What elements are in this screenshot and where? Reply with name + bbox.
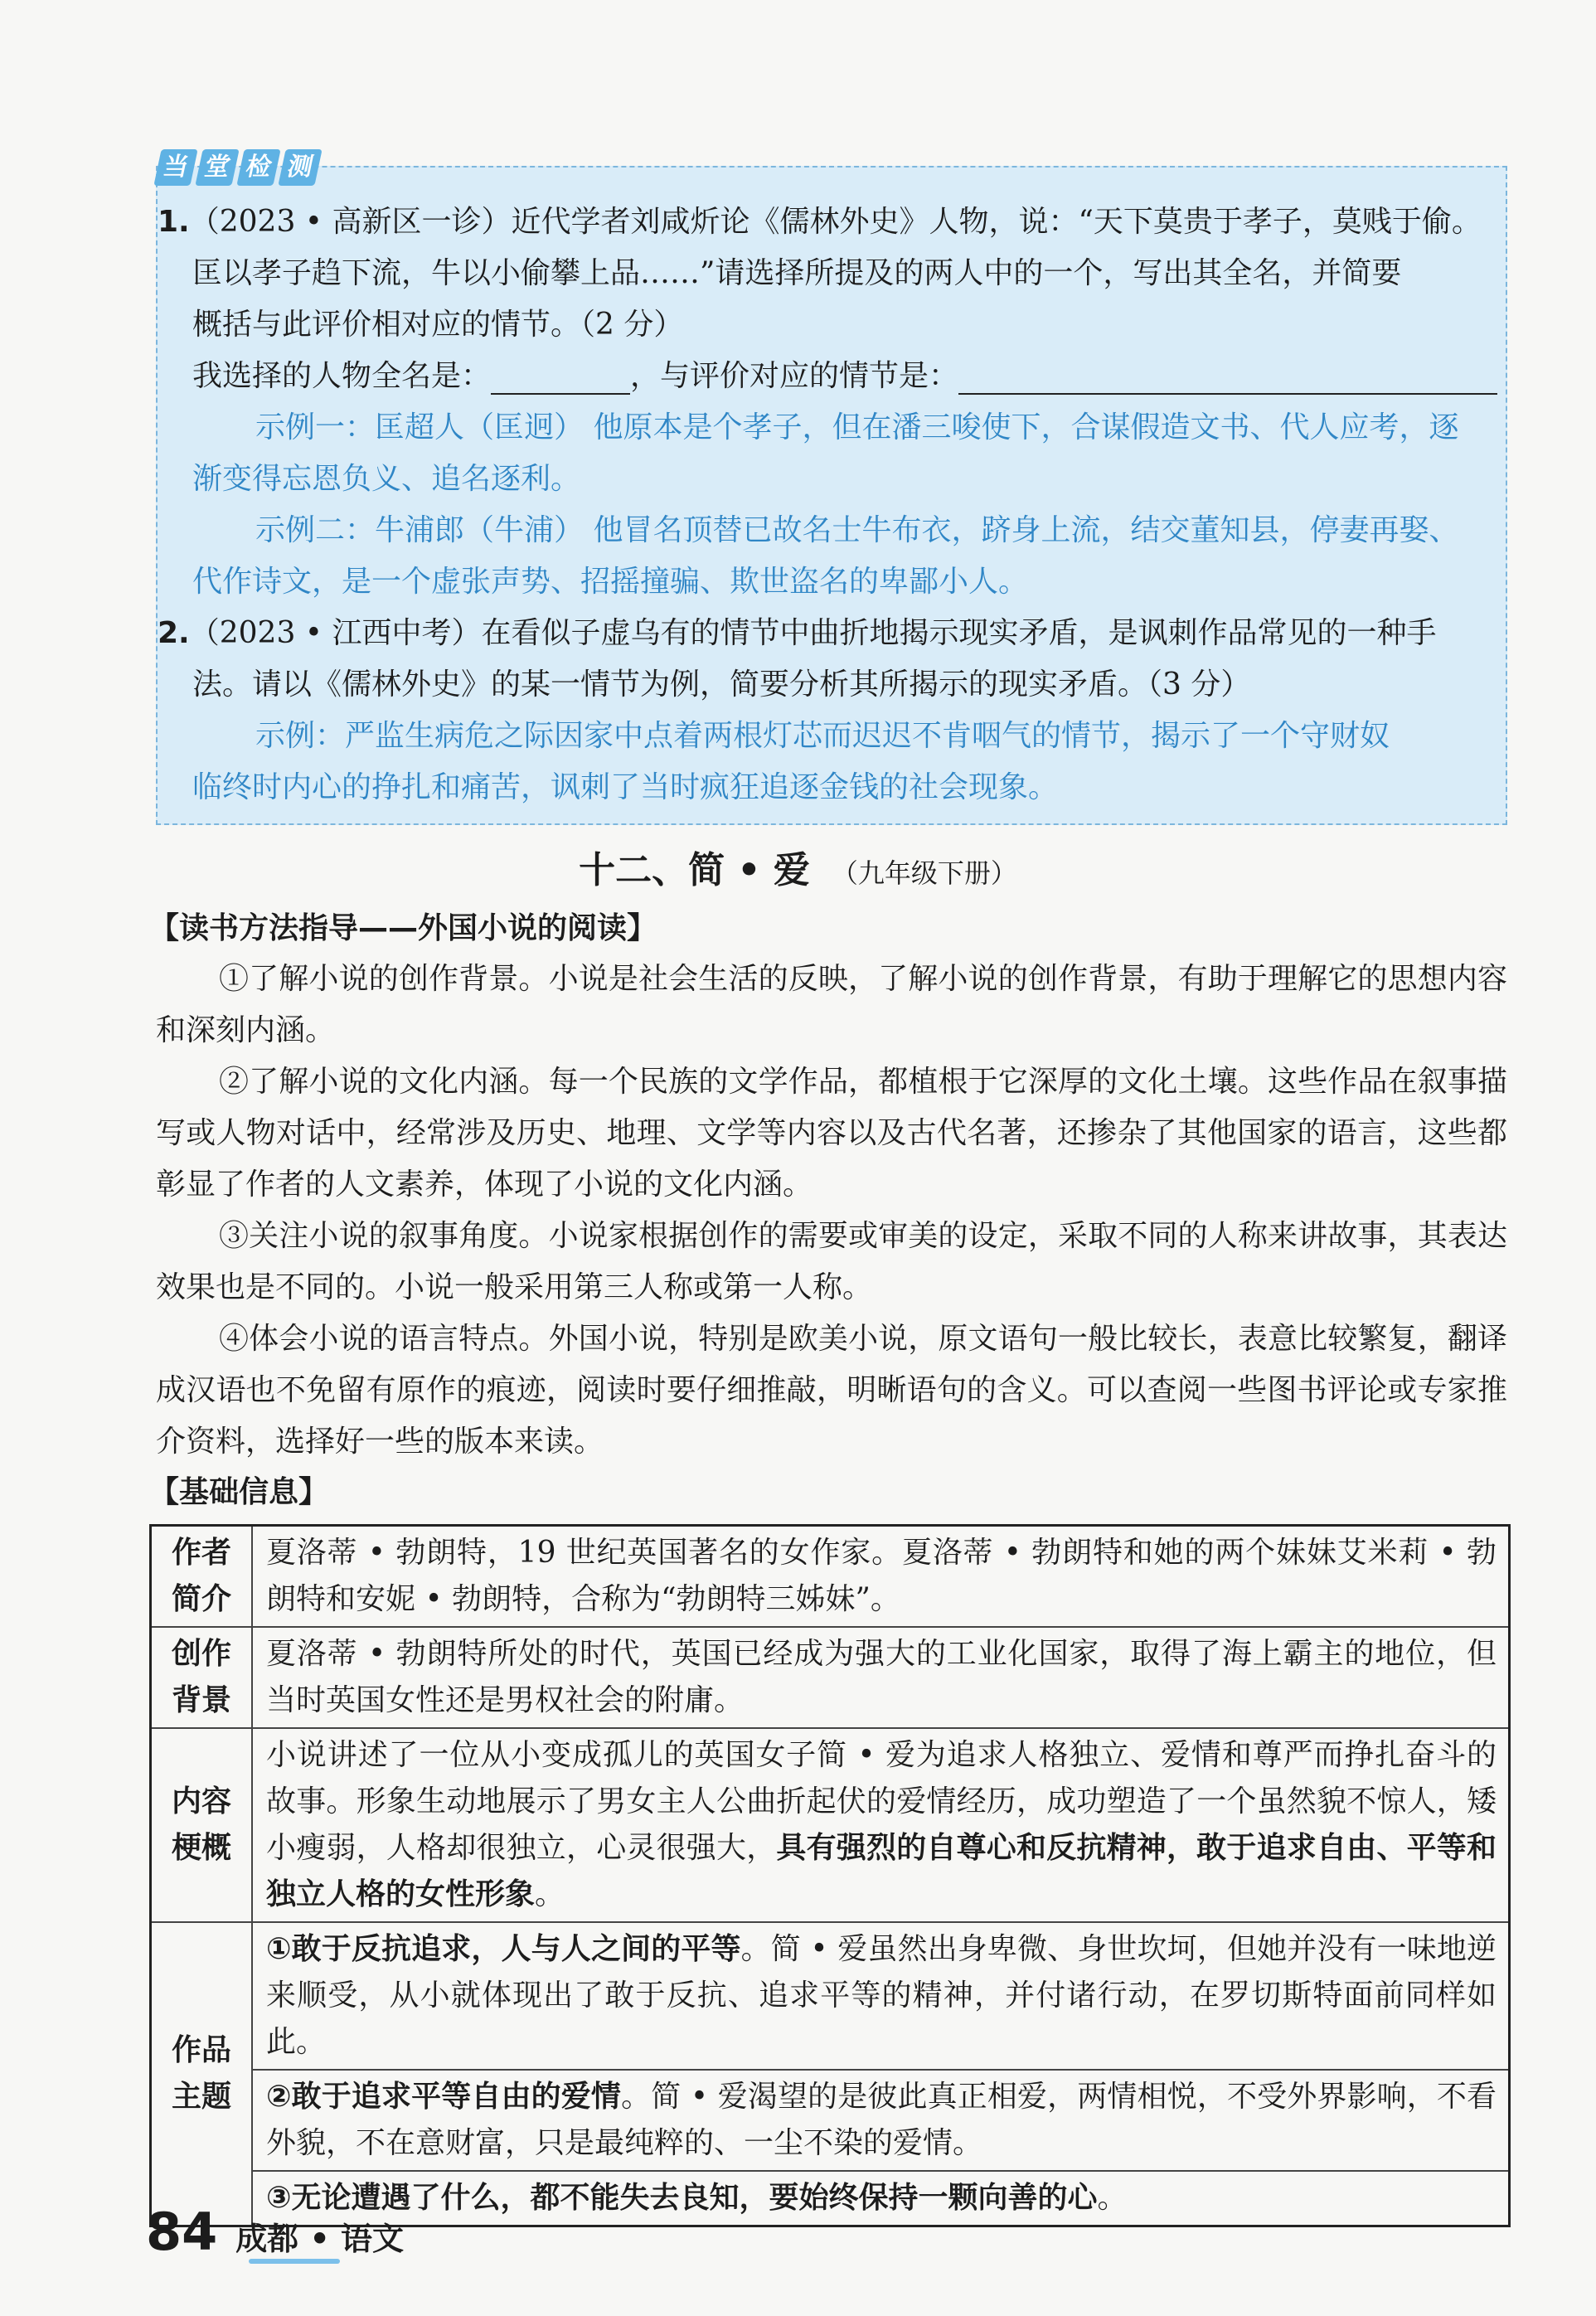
tag-char: 测 bbox=[278, 149, 322, 186]
footer-underline bbox=[249, 2259, 340, 2264]
q2-number: 2. bbox=[158, 616, 190, 650]
row-header-line: 背景 bbox=[171, 1683, 231, 1717]
prompt-plot: ，与评价对应的情节是： bbox=[630, 359, 959, 393]
method-paragraph-1: ①了解小说的创作背景。小说是社会生活的反映，了解小说的创作背景，有助于理解它的思想内容和深刻内涵。 bbox=[156, 962, 1507, 1047]
tag-char: 当 bbox=[153, 149, 197, 186]
q2-text: （2023 • 江西中考）在看似子虚乌有的情节中曲折地揭示现实矛盾，是讽刺作品常见的一种手 bbox=[189, 616, 1437, 650]
row-header-line: 梗概 bbox=[171, 1831, 231, 1865]
theme-1-text: 。简 • 爱虽然出身卑微、身世坎坷，但她并没有一味地逆来顺受，从小就体现出了敢于反抗、追求平等的精神，并付诸行动，在罗切斯特面前同样如此。 bbox=[266, 1932, 1497, 2059]
summary-text: 小说讲述了一位从小变成孤儿的英国女子简 • 爱为追求人格独立、爱情和尊严而挣扎奋斗的故事。形象生动地展示了男女主人公曲折起伏的爱情经历，成功塑造了一个虽然貌不惊人，矮小瘦弱，人格却很独立，心灵很强大， bbox=[266, 1738, 1497, 1865]
section-title-text: 十二、简 • 爱 bbox=[579, 849, 810, 891]
q1-line2: 匡以孝子趋下流，牛以小偷攀上品……”请选择所提及的两人中的一个，写出其全名，并简要 bbox=[192, 256, 1402, 290]
q1-answer2-line2: 代作诗文，是一个虚张声势、招摇撞骗、欺世盗名的卑鄙小人。 bbox=[192, 565, 1029, 599]
table-row bbox=[151, 1526, 1510, 1628]
row-content bbox=[252, 1728, 1510, 1922]
q2-line1 bbox=[158, 615, 1436, 652]
page-number: 84 bbox=[146, 2202, 218, 2262]
row-content: 夏洛蒂 • 勃朗特所处的时代，英国已经成为强大的工业化国家，取得了海上霸主的地位，但当时英国女性还是男权社会的附庸。 bbox=[252, 1627, 1510, 1728]
q2-answer-line1: 示例：严监生病危之际因家中点着两根灯芯而迟迟不肯咽气的情节，揭示了一个守财奴 bbox=[255, 719, 1390, 753]
q1-answer2-line1: 示例二：牛浦郎（牛浦） 他冒名顶替已故名士牛布衣，跻身上流，结交董知县，停妻再娶、 bbox=[255, 513, 1459, 547]
row-header bbox=[151, 1728, 253, 1922]
table-row bbox=[151, 1728, 1510, 1922]
method-heading: 【读书方法指导——外国小说的阅读】 bbox=[149, 911, 657, 945]
section-title bbox=[0, 846, 1596, 898]
row-header-line: 主题 bbox=[171, 2080, 231, 2114]
q2-line2: 法。请以《儒林外史》的某一情节为例，简要分析其所揭示的现实矛盾。（3 分） bbox=[192, 668, 1251, 702]
theme-3 bbox=[253, 2172, 1508, 2225]
method-paragraph-2: ②了解小说的文化内涵。每一个民族的文学作品，都植根于它深厚的文化土壤。这些作品在叙事描写或人物对话中，经常涉及历史、地理、文学等内容以及古代名著，还掺杂了其他国家的语言，这些都彰显了作者的人文素养，体现了小说的文化内涵。 bbox=[156, 1065, 1507, 1202]
theme-3-text: 。 bbox=[1097, 2181, 1128, 2215]
plot-blank bbox=[958, 365, 1497, 395]
tag-char: 堂 bbox=[195, 149, 239, 186]
row-header-line: 作品 bbox=[171, 2033, 231, 2067]
tag-char: 检 bbox=[236, 149, 280, 186]
row-header-line: 作者 bbox=[171, 1536, 231, 1570]
q2-answer-line2: 临终时内心的挣扎和痛苦，讽刺了当时疯狂追逐金钱的社会现象。 bbox=[192, 770, 1059, 804]
summary-end: 。 bbox=[535, 1877, 565, 1911]
table-row bbox=[151, 1627, 1510, 1728]
section-grade: （九年级下册） bbox=[831, 857, 1017, 889]
row-header-line: 简介 bbox=[171, 1582, 231, 1616]
summary-bold: 具有强烈的自尊心和反抗精神，敢于追求自由、平等和独立人格的女性形象 bbox=[266, 1831, 1497, 1911]
theme-1-bold: ①敢于反抗追求，人与人之间的平等 bbox=[266, 1932, 741, 1966]
row-content: 夏洛蒂 • 勃朗特，19 世纪英国著名的女作家。夏洛蒂 • 勃朗特和她的两个妹妹艾米莉 • 勃朗特和安妮 • 勃朗特，合称为“勃朗特三姊妹”。 bbox=[252, 1526, 1510, 1628]
name-blank bbox=[491, 365, 630, 395]
row-header bbox=[151, 1627, 253, 1728]
table-row bbox=[151, 1922, 1510, 2226]
theme-2-text: 。简 • 爱渴望的是彼此真正相爱，两情相悦，不受外界影响，不看外貌，不在意财富，只是最纯粹的、一尘不染的爱情。 bbox=[266, 2080, 1497, 2160]
row-header bbox=[151, 1922, 253, 2226]
q1-answer1-line1: 示例一：匡超人（匡迥） 他原本是个孝子，但在潘三唆使下，合谋假造文书、代人应考，逐 bbox=[255, 410, 1459, 444]
book-name: 成都 • 语文 bbox=[235, 2221, 405, 2257]
row-header-line: 内容 bbox=[171, 1784, 231, 1818]
method-paragraph-3: ③关注小说的叙事角度。小说家根据创作的需要或审美的设定，采取不同的人称来讲故事，其表达效果也是不同的。小说一般采用第三人称或第一人称。 bbox=[156, 1219, 1507, 1304]
q1-line3: 概括与此评价相对应的情节。（2 分） bbox=[192, 308, 684, 342]
q1-text: （2023 • 高新区一诊）近代学者刘咸炘论《儒林外史》人物，说：“天下莫贵于孝子，莫贱于偷。 bbox=[189, 205, 1482, 239]
check-tag bbox=[158, 149, 323, 189]
q1-answer1-line2: 渐变得忘恩负义、追名逐利。 bbox=[192, 462, 581, 496]
theme-2-bold: ②敢于追求平等自由的爱情 bbox=[266, 2080, 622, 2114]
theme-3-bold: ③无论遭遇了什么，都不能失去良知，要始终保持一颗向善的心 bbox=[266, 2181, 1098, 2215]
q1-line1 bbox=[158, 204, 1482, 240]
theme-1 bbox=[253, 1923, 1508, 2071]
q1-answer-prompt bbox=[192, 358, 1497, 395]
basic-info-heading: 【基础信息】 bbox=[149, 1475, 329, 1509]
method-paragraph-4: ④体会小说的语言特点。外国小说，特别是欧美小说，原文语句一般比较长，表意比较繁复，翻译成汉语也不免留有原作的痕迹，阅读时要仔细推敲，明晰语句的含义。可以查阅一些图书评论或专家推介资料，选择好一些的版本来读。 bbox=[156, 1322, 1507, 1459]
row-content bbox=[252, 1922, 1510, 2226]
basic-info-table bbox=[149, 1524, 1511, 2227]
prompt-name: 我选择的人物全名是： bbox=[192, 359, 492, 393]
q1-number: 1. bbox=[158, 205, 190, 239]
footer bbox=[146, 2202, 404, 2262]
theme-2 bbox=[253, 2071, 1508, 2172]
row-header-line: 创作 bbox=[171, 1637, 231, 1671]
row-header bbox=[151, 1526, 253, 1628]
